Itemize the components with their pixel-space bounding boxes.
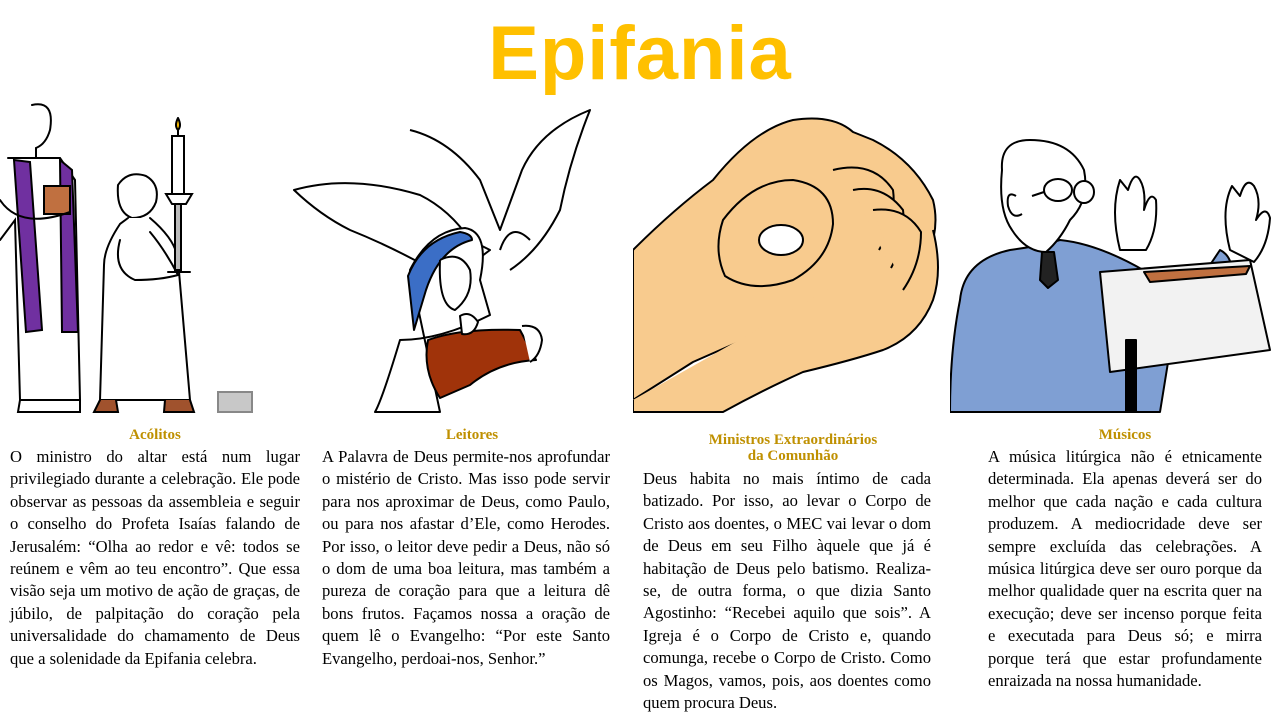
reader-dove-drawing	[290, 100, 620, 415]
acolytes-drawing	[0, 100, 255, 415]
conductor-drawing	[950, 100, 1280, 415]
column-heading-ministros	[643, 432, 943, 464]
hands-host-illustration	[633, 100, 943, 415]
reader-dove-illustration	[290, 100, 620, 415]
column-text-musicos: A música litúrgica não é etnicamente determinada. Ela apenas deverá ser do melhor que cada nação e cada cultura produzem. A mediocridade deve ser sempre excluída das celebrações. A música litúrgica deve ser ouro porque da melhor qualidade quer na escrita quer na execução; deve ser incenso porque feita e executada para Deus só; e mirra porque terá que estar profundamente enraizada na nossa humanidade.	[988, 447, 1262, 691]
column-heading-ministros-line1: Ministros Extraordinários	[708, 432, 878, 448]
column-heading-leitores: Leitores	[445, 427, 499, 443]
acolytes-illustration	[0, 100, 255, 415]
column-heading-acolitos: Acólitos	[129, 427, 181, 443]
column-heading-musicos: Músicos	[1098, 427, 1152, 443]
column-text-ministros: Deus habita no mais íntimo de cada batizado. Por isso, ao levar o Corpo de Cristo aos doentes, o MEC vai levar o dom de Deus em seu Filho àquele que já é habitação de Deus pelo batismo. Realiza-se, de outra forma, o que dizia Santo Agostinho: “Recebei aquilo que sois”. A Igreja é o Corpo de Cristo e, quando comunga, recebe o Corpo de Cristo. Como os Magos, vamos, pois, aos doentes como quem procura Deus.	[643, 469, 931, 713]
conductor-illustration	[950, 100, 1280, 415]
column-text-leitores: A Palavra de Deus permite-nos aprofundar o mistério de Cristo. Mas isso pode servir para nos aproximar de Deus, como Paulo, ou para nos afastar d’Ele, como Herodes. Por isso, o leitor deve pedir a Deus, não só o dom de uma boa leitura, mas também a pureza de coração para que a leitura dê bons frutos. Façamos nossa a oração de quem lê o Evangelho: “Por este Santo Evangelho, perdoai-nos, Senhor.”	[322, 447, 610, 668]
page-title: Epifania	[488, 11, 792, 96]
column-text-acolitos: O ministro do altar está num lugar privilegiado durante a celebração. Ele pode observar as pessoas da assembleia e seguir o conselho do Profeta Isaías falando de Jerusalém: “Olha ao redor e vê: todos se reúnem e vêm ao teu encontro”. Que essa visão seja um motivo de ação de graças, de júbilo, de palpitação do coração pela universalidade do chamamento de Deus que a solenidade da Epifania celebra.	[10, 447, 300, 668]
hands-host-drawing	[633, 100, 943, 415]
column-heading-ministros-line2: da Comunhão	[747, 448, 839, 464]
